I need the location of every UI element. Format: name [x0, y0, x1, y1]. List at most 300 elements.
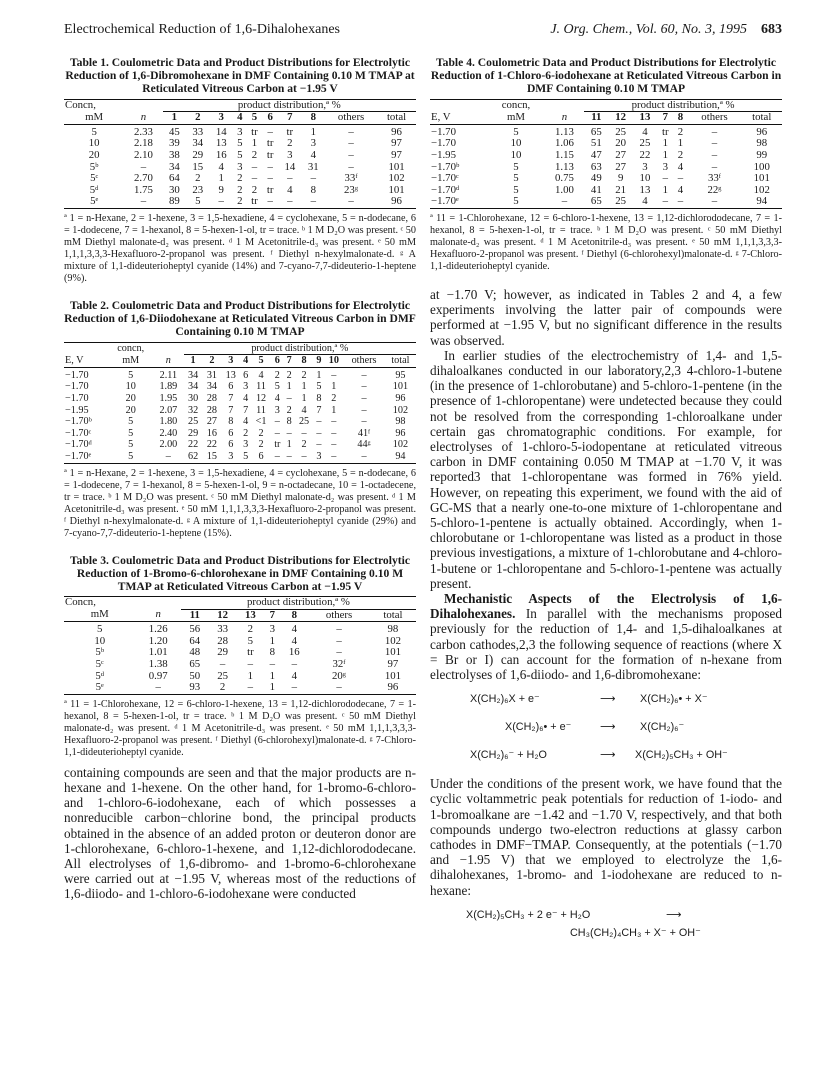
table-cell: 2.00: [159, 439, 178, 451]
table-cell: 2: [243, 427, 249, 439]
table-cell: –: [711, 125, 718, 138]
column-header: 8: [302, 112, 325, 125]
table-cell: –: [247, 658, 254, 671]
table-cell: 64: [168, 172, 180, 185]
table-cell: 1: [662, 183, 668, 196]
table-cell: −1.70: [65, 392, 89, 404]
column-header: 12: [209, 609, 237, 622]
table-cell: 5: [513, 160, 519, 173]
table-cell: 1: [677, 137, 684, 150]
table-cell: –: [331, 416, 337, 428]
table-cell: 1.13: [555, 160, 574, 173]
table-2-caption: Table 2. Coulometric Data and Product Distributions for Electrolytic Reduction of 1,6-Diiodohexane at Reticulated Vitreous Carbon in DMF Containing 0.10 M TMAP: [64, 298, 416, 339]
table-cell: 30: [168, 183, 180, 196]
paragraph: Under the conditions of the present work, we have found that the cyclic voltammetric peak potentials for reduction of 1-iodo- and 1-bromoalkane are −1.42 and −1.70 V, respectively, and that both compounds undergo two-electron reductions at glassy carbon cathodes in DMF−TMAP. Consequently, at the potentials (−1.70 and −1.95 V) that we employed to electrolyze the 1,6-dihalohexanes, 1-bromo- and 1-iodohexane are reduced to n-hexane:: [430, 776, 782, 898]
table-cell: –: [251, 172, 258, 185]
table-1-body: [64, 124, 416, 208]
table-cell: 25: [217, 669, 228, 682]
table-cell: 2: [274, 369, 280, 381]
table-cell: 5ᵈ: [89, 183, 99, 196]
table-cell: 34: [168, 160, 180, 173]
column-header: 3: [221, 355, 240, 368]
table-cell: –: [153, 451, 184, 463]
table-cell: 2: [251, 148, 258, 161]
table-cell: 96: [395, 427, 406, 439]
table-cell: 14: [215, 125, 227, 138]
column-header: others: [343, 355, 385, 368]
table-cell: 5ᵉ: [64, 196, 124, 208]
equation-2: X(CH₂)₆• + e⁻ ⟶ X(CH₂)₆⁻: [430, 720, 782, 738]
table-cell: 14: [284, 160, 296, 173]
table-row: [430, 185, 782, 197]
table-cell: 5ᵇ: [95, 646, 105, 659]
column-header: 7: [657, 112, 673, 125]
table-cell: 1.38: [148, 658, 168, 671]
table-cell: tr: [247, 196, 263, 208]
table-cell: –: [348, 125, 354, 138]
table-row: [430, 138, 782, 150]
table-cell: −1.70: [65, 369, 89, 381]
table-cell: –: [284, 451, 295, 463]
table-cell: 20: [88, 148, 100, 161]
table-cell: –: [331, 369, 337, 381]
table-cell: −1.70: [431, 137, 456, 150]
table-cell: 25: [187, 416, 199, 428]
table-cell: –: [278, 196, 301, 208]
table-cell: 20: [125, 392, 136, 404]
table-2-footnote: ª 1 = n-Hexane, 2 = 1-hexene, 3 = 1,5-hexadiene, 4 = cyclohexane, 5 = n-dodecane, 6 = 1-dodecene, 7 = 1-hexanol, 8 = 5-hexen-1-ol, 9 = n-octadecane, 10 = 1-octadecene, tr = trace. ᵇ 1 M D₂O was present. ᶜ 50 mM Diethyl malonate-d₂ was present. ᵈ 1 M Acetonitrile-d₃ was present. ᵉ 50 mM 1,1,1,3,3,3-Hexafluoro-2-propanol was present. ᶠ Diethyl n-hexylmalonate-d. ᵍ A mixture of 1,1-dideuterioheptyl cyanide (29%) and 7-cyano-7,7-dideuterio-1-heptene (15%).: [64, 467, 416, 539]
table-cell: 41ᶠ: [357, 427, 371, 439]
table-cell: 6: [228, 439, 234, 451]
table-cell: –: [210, 196, 233, 208]
table-cell: 49: [590, 172, 602, 185]
table-cell: −1.95: [431, 148, 456, 161]
table-cell: 29: [187, 427, 199, 439]
table-cell: 33ᶠ: [344, 172, 358, 185]
right-column: [430, 56, 782, 954]
table-cell: –: [286, 392, 292, 404]
table-cell: –: [348, 160, 354, 173]
table-3-body: [64, 622, 416, 695]
table-cell: 1: [286, 381, 292, 393]
table-row: [64, 622, 416, 636]
table-cell: 1: [316, 369, 322, 381]
table-cell: 16: [215, 148, 227, 161]
table-cell: 2: [286, 404, 292, 416]
table-1-caption: Table 1. Coulometric Data and Product Distributions for Electrolytic Reduction of 1,6-Dibromohexane in DMF Containing 0.10 M TMAP at Reticulated Vitreous Carbon at −1.95 V: [65, 56, 415, 96]
table-cell: 1.75: [134, 183, 153, 196]
table-cell: 2.40: [159, 427, 178, 439]
table-cell: 25: [298, 416, 310, 428]
table-cell: –: [280, 682, 308, 694]
table-cell: 2: [233, 196, 247, 208]
table-1: [64, 56, 416, 285]
table-row: [64, 671, 416, 683]
table-cell: 13: [225, 369, 236, 381]
table-cell: tr: [274, 439, 281, 451]
column-header: total: [385, 355, 416, 368]
table-cell: 2.07: [159, 404, 178, 416]
table-row: [64, 196, 416, 208]
table-cell: –: [343, 451, 385, 463]
table-cell: 96: [756, 125, 768, 138]
table-cell: 6: [243, 369, 249, 381]
column-header: 7: [264, 609, 280, 622]
table-cell: 65: [584, 196, 608, 208]
table-cell: –: [267, 160, 273, 173]
table-cell: 93: [181, 682, 209, 694]
table-cell: –: [124, 196, 162, 208]
table-cell: –: [269, 658, 276, 671]
table-cell: 5: [97, 623, 103, 636]
table-cell: tr: [247, 646, 254, 659]
table-cell: 2.11: [159, 369, 178, 381]
table-cell: 62: [184, 451, 203, 463]
table-cell: 1: [331, 404, 337, 416]
table-cell: 2: [301, 369, 307, 381]
table-3-grid: Concn, product distribution,ª % mM n 11 12 13 7 8 others total 5 1.26 56 33 2 3 4 – 98 10 1.20 64 28 5 1 4 – 102 5ᵇ 1.01 48 29 tr 8 16 – 101 5ᶜ 1.38 65 – – – – 32ᶠ 97 5ᵈ 0.97 50 25 1 1 4 20ᵍ 101 5ᵉ – 93 2 – 1 – – 96: [64, 596, 416, 695]
col-concn: Concn,: [64, 99, 124, 112]
table-row: [430, 124, 782, 138]
table-cell: –: [267, 172, 273, 185]
table-cell: 5: [247, 634, 254, 647]
table-cell: −1.70ᵈ: [431, 183, 460, 196]
table-cell: 50: [189, 669, 201, 682]
table-cell: −1.70ᵈ: [65, 439, 92, 451]
table-cell: –: [677, 172, 684, 185]
column-header: 13: [633, 112, 657, 125]
table-cell: 48: [189, 646, 201, 659]
table-cell: 32: [187, 404, 199, 416]
table-cell: 99: [756, 148, 768, 161]
column-header: 7: [278, 112, 301, 125]
table-cell: 21: [615, 183, 627, 196]
table-cell: 20: [615, 137, 627, 150]
table-cell: –: [262, 196, 278, 208]
table-cell: 16: [288, 646, 300, 659]
table-cell: –: [271, 451, 284, 463]
table-cell: 96: [391, 125, 402, 138]
table-cell: 12: [255, 392, 267, 404]
table-cell: –: [316, 439, 322, 451]
table-cell: <1: [255, 416, 267, 428]
table-cell: 5: [240, 451, 251, 463]
column-header: others: [325, 112, 377, 125]
table-cell: 2.10: [134, 148, 153, 161]
column-header: 1: [184, 355, 203, 368]
column-header: 11: [181, 609, 209, 622]
table-cell: 28: [206, 404, 217, 416]
table-row: [64, 393, 416, 405]
table-cell: 98: [756, 137, 768, 150]
table-cell: 9: [218, 183, 224, 196]
table-cell: 2: [237, 183, 243, 196]
column-header: total: [741, 112, 782, 125]
table-cell: 44ᵍ: [357, 439, 371, 451]
paragraph: at −1.70 V; however, as indicated in Tables 2 and 4, a few experiments involving the latter pair of compounds were performed at −1.95 V, but no significant difference in the results was observed.: [430, 286, 782, 348]
table-cell: 5: [237, 137, 243, 150]
table-cell: 5: [91, 125, 97, 138]
reaction-arrow: ⟶: [666, 908, 682, 921]
table-cell: 38: [168, 148, 180, 161]
table-cell: 6: [251, 451, 271, 463]
page-header: [64, 22, 782, 42]
table-cell: 4: [677, 160, 684, 173]
table-2-grid: concn, product distribution,ª % E, V mM n 1 2 3 4 5 6 7 8 9 10 others total −1.70 5 2.11 34 31 13 6 4 2 2 2 1 – – 95 −1.70 10 1.89 34 34 6 3 11 5 1 1 5 1 – 101 −1.70 20 1.95 30 28 7 4 12 4 – 1 8 2 – 96 −1.95 20 2.07 32 28 7 7 11 3 2 4 7 1 – 102 −1.70ᵇ 5 1.80 25 27 8 4 <1 – 8 25 – – – 98 −1.70ᶜ 5 2.40 29 16 6 2 2 – – – – – 41ᶠ 96 −1.70ᵈ 5 2.00 22 22 6 3 2 tr 1 2 – – 44ᵍ 102 −1.70ᵉ 5 – 62 15 3 5 6 – – – 3 – – 94: [64, 342, 416, 464]
table-cell: 39: [168, 137, 180, 150]
table-cell: 22: [206, 439, 217, 451]
table-4-grid: concn, product distribution,ª % E, V mM n 11 12 13 7 8 others total −1.70 5 1.13 65 25 4 tr 2 – 96 −1.70 10 1.06 51 20 25 1 1 – 98 −1.95 10 1.15 47 27 22 1 2 – 99 −1.70ᵇ 5 1.13 63 27 3 3 4 – 100 −1.70ᶜ 5 0.75 49 9 10 – – 33ᶠ 101 −1.70ᵈ 5 1.00 41 21 13 1 4 22ᵍ 102 −1.70ᵉ 5 – 65 25 4 – – – 94: [430, 99, 782, 209]
table-cell: 101: [392, 381, 409, 393]
table-cell: 15: [203, 451, 222, 463]
table-cell: 2: [209, 682, 237, 694]
table-cell: –: [316, 427, 322, 439]
table-cell: 28: [206, 392, 217, 404]
table-cell: 27: [615, 148, 627, 161]
table-cell: 28: [217, 634, 228, 647]
table-row: [64, 439, 416, 451]
table-row: [64, 682, 416, 694]
table-cell: 8: [228, 416, 234, 428]
table-cell: 2: [237, 172, 243, 185]
table-cell: 4: [243, 416, 249, 428]
table-cell: 23ᵍ: [344, 183, 359, 196]
column-header: 7: [284, 355, 295, 368]
table-cell: –: [331, 439, 337, 451]
table-cell: 2: [251, 183, 258, 196]
table-cell: −1.70ᵉ: [64, 451, 108, 463]
table-cell: 2: [258, 427, 264, 439]
table-cell: –: [361, 381, 367, 393]
table-cell: 11: [256, 381, 266, 393]
table-cell: −1.70: [65, 381, 89, 393]
section-heading: Mechanistic Aspects of the Electrolysis of 1,6-Dihalohexanes.: [430, 591, 782, 622]
table-cell: 27: [206, 416, 217, 428]
table-cell: –: [308, 682, 370, 694]
table-cell: 102: [753, 183, 770, 196]
table-cell: 3: [274, 404, 280, 416]
table-cell: 5ᶜ: [90, 172, 99, 185]
table-cell: 89: [163, 196, 186, 208]
column-header: 6: [262, 112, 278, 125]
table-cell: 29: [217, 646, 228, 659]
table-4-body: [430, 124, 782, 208]
table-cell: 4: [291, 634, 297, 647]
right-body-text: [430, 287, 782, 944]
column-header: 3: [210, 112, 233, 125]
running-title: Electrochemical Reduction of 1,6-Dihalohexanes: [64, 22, 341, 37]
table-cell: –: [140, 160, 147, 173]
column-header: 10: [324, 355, 343, 368]
table-cell: 3: [243, 439, 249, 451]
table-cell: 5ᵈ: [95, 669, 105, 682]
equation-3: X(CH₂)₆⁻ + H₂O ⟶ X(CH₂)₅CH₃ + OH⁻: [430, 748, 782, 766]
table-cell: 1.00: [555, 183, 574, 196]
column-header: 8: [673, 112, 687, 125]
table-cell: 13: [215, 137, 227, 150]
table-cell: 31: [307, 160, 319, 173]
table-cell: −1.95: [65, 404, 89, 416]
column-header: total: [370, 609, 416, 622]
table-4-caption: Table 4. Coulometric Data and Product Distributions for Electrolytic Reduction of 1-Chloro-6-iodohexane at Reticulated Vitreous Carbon in DMF Containing 0.10 M TMAP: [430, 56, 782, 96]
paragraph: containing compounds are seen and that the major products are n-hexane and 1-hexene. On the other hand, for 1-bromo-6-chloro- and 1-chloro-6-iodohexane, each of which possesses a nonreducible carbon−chlorine bond, the principal products obtained in the absence of an added proton or deuteron donor are 1-chlorohexane, 6-chloro-1-hexene, and 1,12-dichlorododecane. All electrolyses of 1,6-dibromo- and 1-bromo-6-chlorohexane were carried out at −1.95 V, whereas most of the reductions of 1,6-diiodo- and 1-chloro-6-iodohexane were conducted: [64, 764, 416, 902]
table-cell: tr: [266, 183, 274, 196]
table-cell: 3: [313, 451, 324, 463]
table-cell: 0.97: [148, 669, 168, 682]
table-cell: –: [324, 451, 343, 463]
table-2: [64, 299, 416, 540]
table-row: [64, 451, 416, 463]
table-cell: 1.95: [159, 392, 178, 404]
table-cell: 20ᵍ: [331, 669, 347, 682]
table-cell: 5ᶜ: [95, 658, 104, 671]
table-cell: –: [361, 404, 367, 416]
table-cell: 34: [187, 369, 199, 381]
table-cell: –: [295, 451, 314, 463]
table-cell: 2: [301, 439, 307, 451]
table-cell: 97: [391, 148, 402, 161]
table-cell: −1.70ᵇ: [65, 416, 92, 428]
column-header: 4: [240, 355, 251, 368]
table-cell: 4: [301, 404, 307, 416]
table-row: [430, 173, 782, 185]
table-cell: 22ᵍ: [707, 183, 722, 196]
table-cell: 34: [187, 381, 199, 393]
table-3-caption: Table 3. Coulometric Data and Product Distributions for Electrolytic Reduction of 1-Bromo-6-chlorohexane in DMF Containing 0.10 M TMAP at Reticulated Vitreous Carbon at −1.95 V: [70, 553, 410, 593]
table-cell: 5: [108, 451, 153, 463]
table-cell: 5: [128, 416, 134, 428]
table-cell: –: [302, 196, 325, 208]
table-row: [64, 150, 416, 162]
table-cell: 2: [677, 125, 684, 138]
table-cell: 4: [633, 196, 657, 208]
table-cell: 34: [192, 137, 204, 150]
table-cell: –: [286, 427, 292, 439]
table-cell: 1: [269, 634, 276, 647]
table-row: [430, 150, 782, 162]
table-cell: 4: [243, 392, 249, 404]
table-cell: 2: [195, 172, 201, 185]
table-cell: 51: [590, 137, 602, 150]
table-cell: –: [310, 172, 316, 185]
table-cell: –: [336, 623, 342, 636]
table-cell: 5: [513, 172, 519, 185]
table-cell: 8: [269, 646, 276, 659]
table-cell: 56: [189, 623, 201, 636]
paragraph: Mechanistic Aspects of the Electrolysis of 1,6-Dihalohexanes. In parallel with the mechanisms proposed previously for the reduction of 1,4- and 1,5-dihaloalkanes at carbon cathodes,2,3 the following sequence of reactions (where X = Br or I) can account for the formation of n-hexane from electrolyses of 1,6-diiodo- and 1,6-dibromohexane:: [430, 591, 782, 683]
table-cell: 2.33: [134, 125, 153, 138]
table-cell: –: [267, 125, 273, 138]
left-body-text: [64, 765, 416, 902]
table-cell: 101: [384, 669, 402, 682]
equation-1: X(CH₂)₆X + e⁻ ⟶ X(CH₂)₆• + X⁻: [430, 692, 782, 710]
table-cell: 1: [218, 172, 224, 185]
table-cell: 5: [513, 125, 519, 138]
table-row: [64, 659, 416, 671]
table-cell: 20: [125, 404, 136, 416]
table-cell: –: [236, 682, 264, 694]
column-header: 2: [203, 355, 222, 368]
table-cell: 34: [206, 381, 217, 393]
table-cell: 3: [642, 160, 648, 173]
table-cell: 5: [186, 196, 209, 208]
table-cell: 94: [741, 196, 782, 208]
table-cell: 1: [301, 381, 307, 393]
table-cell: 45: [168, 125, 180, 138]
table-cell: 10: [510, 148, 522, 161]
table-cell: 4: [258, 369, 264, 381]
table-cell: –: [545, 196, 584, 208]
table-3-footnote: ª 11 = 1-Chlorohexane, 12 = 6-chloro-1-hexene, 13 = 1,12-dichlorododecane, 7 = 1-hexanol, 8 = 5-hexen-1-ol, tr = trace. ᵇ 1 M D₂O was present. ᶜ 50 mM Diethyl malonate-d₂ was present. ᵈ 1 M Acetonitrile-d₃ was present. ᵉ 50 mM 1,1,1,3,3,3-Hexafluoro-2-propanol was present. ᶠ Diethyl (6-chlorohexyl)malonate-d. ᵍ 7-Chloro-1,1-dideuterioheptyl cyanide.: [64, 698, 416, 758]
table-2-body: [64, 367, 416, 463]
table-cell: –: [325, 196, 377, 208]
table-cell: 5ᵉ: [64, 682, 135, 694]
table-cell: −1.70: [431, 125, 456, 138]
table-cell: 3: [221, 451, 240, 463]
table-cell: 10: [639, 172, 651, 185]
table-cell: 102: [392, 439, 409, 451]
table-cell: –: [336, 634, 342, 647]
table-cell: 1.13: [555, 125, 574, 138]
table-cell: 8: [286, 416, 292, 428]
table-cell: 101: [384, 646, 402, 659]
column-header: 1: [163, 112, 186, 125]
table-cell: 1.89: [159, 381, 178, 393]
table-cell: 4: [274, 392, 280, 404]
table-cell: 1: [247, 669, 254, 682]
table-cell: 5: [274, 381, 280, 393]
table-cell: 30: [187, 392, 199, 404]
table-cell: 5ᵇ: [89, 160, 99, 173]
table-cell: 1.80: [159, 416, 178, 428]
table-cell: 8: [310, 183, 316, 196]
table-cell: 1: [301, 392, 307, 404]
table-cell: tr: [661, 125, 669, 138]
table-cell: 3: [237, 125, 243, 138]
table-cell: –: [361, 369, 367, 381]
table-row: [430, 162, 782, 174]
table-cell: 33: [192, 125, 204, 138]
table-row: [64, 428, 416, 440]
table-cell: 102: [392, 404, 409, 416]
table-cell: –: [251, 160, 258, 173]
table-4-footnote: ª 11 = 1-Chlorohexane, 12 = 6-chloro-1-hexene, 13 = 1,12-dichlorododecane, 7 = 1-hexanol, 8 = 5-hexen-1-ol, tr = trace. ᵇ 1 M D₂O was present. ᶜ 50 mM Diethyl malonate-d₂ was present. ᵈ 1 M Acetonitrile-d₃ was present. ᵉ 50 mM 1,1,1,3,3,3-Hexafluoro-2-propanol was present. ᶠ Diethyl (6-chlorohexyl)malonate-d. ᵍ 7-Chloro-1,1-dideuterioheptyl cyanide.: [430, 212, 782, 272]
column-header: 8: [295, 355, 314, 368]
table-cell: 4: [291, 623, 297, 636]
table-cell: 97: [391, 137, 402, 150]
table-cell: 1: [331, 381, 337, 393]
table-cell: tr: [266, 148, 274, 161]
table-cell: 7: [243, 404, 249, 416]
table-cell: 96: [370, 682, 416, 694]
table-cell: 5: [128, 439, 134, 451]
table-cell: 13: [639, 183, 651, 196]
table-cell: –: [331, 427, 337, 439]
table-row: [64, 647, 416, 659]
table-cell: 16: [206, 427, 217, 439]
equation-4: X(CH₂)₅CH₃ + 2 e⁻ + H₂O ⟶ CH₃(CH₂)₄CH₃ + X⁻ + OH⁻: [466, 908, 701, 939]
reaction-arrow: ⟶: [600, 693, 616, 706]
table-1-grid: Concn, product distribution,ª % mM n 1 2 3 4 5 6 7 8 others total 5 2.33 45 33 14 3 tr – tr 1 – 96 10 2.18 39 34 13 5 1 tr 2 3 – 97 20 2.10 38 29 16 5 2 tr 3 4 – 97 5ᵇ – 34 15 4 3 – – 14 31 – 101 5ᶜ 2.70 64 2 1 2 – – – – 33ᶠ 102 5ᵈ 1.75 30 23 9 2 2 tr 4 8 23ᵍ 101 5ᵉ – 89 5 – 2 tr – – – – 96: [64, 99, 416, 209]
table-cell: 3: [287, 148, 293, 161]
column-header: 4: [233, 112, 247, 125]
table-cell: 5: [487, 196, 545, 208]
table-cell: 1: [662, 148, 668, 161]
table-cell: 2.18: [134, 137, 153, 150]
table-cell: 1.26: [148, 623, 168, 636]
table-cell: −1.70ᶜ: [65, 427, 92, 439]
table-cell: 98: [395, 416, 406, 428]
